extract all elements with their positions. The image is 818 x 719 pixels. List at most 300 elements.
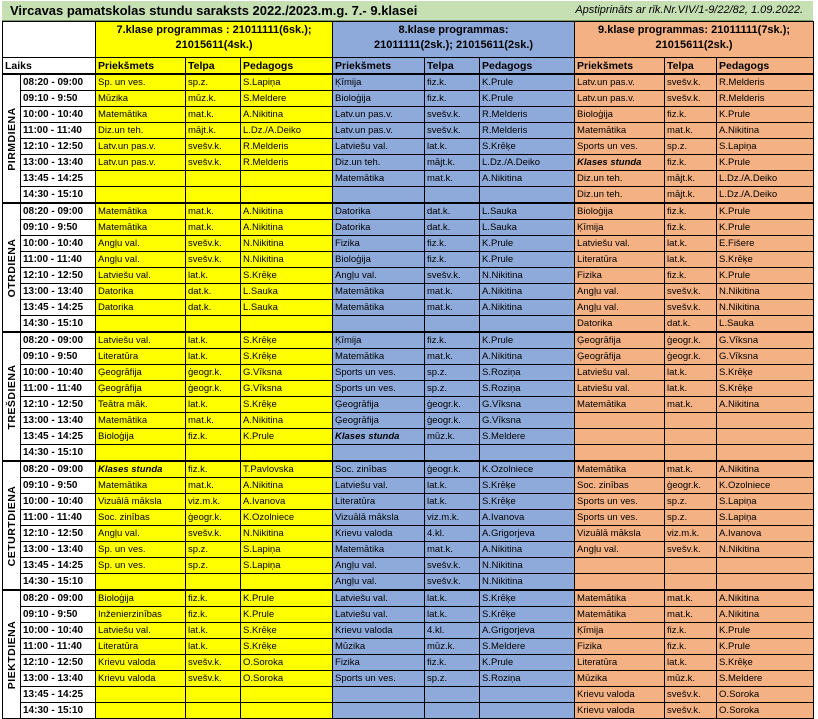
teacher-cell-7: R.Melderis	[241, 155, 333, 171]
col-header-teacher-9: Pedagogs	[717, 58, 814, 75]
teacher-cell-9	[717, 413, 814, 429]
teacher-cell-9: S.Krēķe	[717, 365, 814, 381]
teacher-cell-7: O.Soroka	[241, 671, 333, 687]
subject-cell-9: Literatūra	[575, 655, 665, 671]
table-row	[3, 252, 814, 268]
col-header-subject-7: Priekšmets	[96, 58, 186, 75]
table-row	[3, 429, 814, 445]
teacher-cell-7: T.Pavlovska	[241, 461, 333, 478]
subject-cell-7	[96, 687, 186, 703]
subject-cell-7: Latv.un pas.v.	[96, 139, 186, 155]
teacher-cell-8: S.Krēķe	[480, 607, 575, 623]
table-row	[3, 478, 814, 494]
table-row	[3, 526, 814, 542]
room-cell-7: lat.k.	[186, 268, 241, 284]
subject-cell-7	[96, 574, 186, 591]
time-cell: 08:20 - 09:00	[21, 590, 96, 607]
room-cell-7: dat.k.	[186, 300, 241, 316]
teacher-cell-8	[480, 445, 575, 462]
teacher-cell-8: K.Prule	[480, 91, 575, 107]
time-cell: 13:45 - 14:25	[21, 558, 96, 574]
table-row	[3, 381, 814, 397]
day-label-cell	[3, 461, 21, 590]
subject-cell-9: Latviešu val.	[575, 365, 665, 381]
table-row	[3, 607, 814, 623]
teacher-cell-7	[241, 445, 333, 462]
subject-cell-8: Krievu valoda	[333, 526, 425, 542]
room-cell-7: mājt.k.	[186, 123, 241, 139]
subject-cell-8: Krievu valoda	[333, 623, 425, 639]
teacher-cell-8: S.Meldere	[480, 429, 575, 445]
time-cell: 14:30 - 15:10	[21, 703, 96, 719]
teacher-cell-9	[717, 445, 814, 462]
subject-cell-9: Sports un ves.	[575, 494, 665, 510]
teacher-cell-8: K.Prule	[480, 236, 575, 252]
subject-cell-9: Krievu valoda	[575, 687, 665, 703]
subject-cell-7	[96, 703, 186, 719]
table-row	[3, 574, 814, 591]
teacher-cell-7: S.Meldere	[241, 91, 333, 107]
teacher-cell-9: A.Nikitina	[717, 607, 814, 623]
subject-cell-8: Matemātika	[333, 284, 425, 300]
time-cell: 13:45 - 14:25	[21, 300, 96, 316]
subject-cell-9	[575, 445, 665, 462]
room-cell-7: fiz.k.	[186, 461, 241, 478]
room-cell-8: mat.k.	[425, 171, 480, 187]
teacher-cell-7: A.Nikitina	[241, 478, 333, 494]
teacher-cell-9: K.Prule	[717, 623, 814, 639]
time-cell: 12:10 - 12:50	[21, 526, 96, 542]
subject-cell-7	[96, 445, 186, 462]
day-label: OTRDIENA	[5, 238, 18, 297]
room-cell-8: sp.z.	[425, 381, 480, 397]
subject-cell-8: Matemātika	[333, 349, 425, 365]
subject-cell-9: Latv.un pas.v.	[575, 91, 665, 107]
teacher-cell-9: K.Prule	[717, 107, 814, 123]
subject-cell-9: Ģeogrāfija	[575, 349, 665, 365]
room-cell-8: sp.z.	[425, 671, 480, 687]
room-cell-9: mājt.k.	[665, 171, 717, 187]
room-cell-9	[665, 429, 717, 445]
col-header-room-8: Telpa	[425, 58, 480, 75]
teacher-cell-9: E.Fišere	[717, 236, 814, 252]
time-cell: 14:30 - 15:10	[21, 445, 96, 462]
room-cell-9: fiz.k.	[665, 203, 717, 220]
subject-cell-9: Matemātika	[575, 590, 665, 607]
time-cell: 14:30 - 15:10	[21, 187, 96, 204]
table-row	[3, 220, 814, 236]
subject-cell-8: Vizuālā māksla	[333, 510, 425, 526]
time-cell: 13:00 - 13:40	[21, 155, 96, 171]
room-cell-9: mat.k.	[665, 461, 717, 478]
class8-programs: 8.klase programmas:	[398, 24, 509, 36]
teacher-cell-8: N.Nikitina	[480, 558, 575, 574]
teacher-cell-7: S.Krēķe	[241, 397, 333, 413]
subject-cell-8: Diz.un teh.	[333, 155, 425, 171]
table-row	[3, 332, 814, 349]
table-row	[3, 558, 814, 574]
teacher-cell-9: K.Prule	[717, 220, 814, 236]
teacher-cell-9: O.Soroka	[717, 687, 814, 703]
subject-cell-7: Literatūra	[96, 639, 186, 655]
teacher-cell-9: A.Nikitina	[717, 397, 814, 413]
room-cell-7	[186, 687, 241, 703]
subject-cell-8	[333, 445, 425, 462]
teacher-cell-8: S.Roziņa	[480, 671, 575, 687]
room-cell-9: lat.k.	[665, 655, 717, 671]
subject-cell-9: Ķīmija	[575, 623, 665, 639]
room-cell-7: mūz.k.	[186, 91, 241, 107]
time-cell: 13:00 - 13:40	[21, 284, 96, 300]
subject-cell-7: Angļu val.	[96, 252, 186, 268]
room-cell-7: mat.k.	[186, 203, 241, 220]
table-row	[3, 123, 814, 139]
teacher-cell-8: K.Prule	[480, 332, 575, 349]
room-cell-8	[425, 703, 480, 719]
room-cell-8: svešv.k.	[425, 268, 480, 284]
time-cell: 12:10 - 12:50	[21, 397, 96, 413]
room-cell-8: mūz.k.	[425, 429, 480, 445]
teacher-cell-8: N.Nikitina	[480, 268, 575, 284]
subject-cell-7: Matemātika	[96, 413, 186, 429]
teacher-cell-9: S.Krēķe	[717, 655, 814, 671]
room-cell-7: lat.k.	[186, 397, 241, 413]
day-label-cell	[3, 74, 21, 203]
teacher-cell-7: K.Prule	[241, 607, 333, 623]
subject-cell-9: Angļu val.	[575, 300, 665, 316]
room-cell-7: ģeogr.k.	[186, 381, 241, 397]
subject-cell-8: Soc. zinības	[333, 461, 425, 478]
teacher-cell-7: O.Soroka	[241, 655, 333, 671]
time-cell: 09:10 - 9:50	[21, 478, 96, 494]
table-row	[3, 316, 814, 333]
teacher-cell-8: S.Roziņa	[480, 365, 575, 381]
time-cell: 10:00 - 10:40	[21, 494, 96, 510]
table-row	[3, 413, 814, 429]
subject-cell-9: Mūzika	[575, 671, 665, 687]
teacher-cell-9: K.Ozolniece	[717, 478, 814, 494]
teacher-cell-7: S.Lapiņa	[241, 542, 333, 558]
table-row	[3, 74, 814, 91]
teacher-cell-9: L.Dz./A.Deiko	[717, 171, 814, 187]
subject-cell-9: Diz.un teh.	[575, 187, 665, 204]
room-cell-7: viz.m.k.	[186, 494, 241, 510]
subject-cell-7: Krievu valoda	[96, 655, 186, 671]
subject-cell-8: Fizika	[333, 236, 425, 252]
subject-cell-7: Latviešu val.	[96, 332, 186, 349]
time-cell: 14:30 - 15:10	[21, 316, 96, 333]
room-cell-8: svešv.k.	[425, 558, 480, 574]
room-cell-8: lat.k.	[425, 494, 480, 510]
table-row	[3, 461, 814, 478]
teacher-cell-8: A.Nikitina	[480, 349, 575, 365]
subject-cell-8: Ķīmija	[333, 74, 425, 91]
teacher-cell-9: A.Nikitina	[717, 461, 814, 478]
subject-cell-8: Matemātika	[333, 171, 425, 187]
subject-cell-9: Ģeogrāfija	[575, 332, 665, 349]
room-cell-7: ģeogr.k.	[186, 510, 241, 526]
table-row	[3, 139, 814, 155]
col-header-teacher-8: Pedagogs	[480, 58, 575, 75]
teacher-cell-9: N.Nikitina	[717, 300, 814, 316]
room-cell-8: fiz.k.	[425, 655, 480, 671]
subject-cell-9: Klases stunda	[575, 155, 665, 171]
room-cell-8: svešv.k.	[425, 574, 480, 591]
subject-cell-8: Ķīmija	[333, 332, 425, 349]
room-cell-7: sp.z.	[186, 542, 241, 558]
teacher-cell-7	[241, 171, 333, 187]
teacher-cell-9: A.Ivanova	[717, 526, 814, 542]
subject-cell-8: Fizika	[333, 655, 425, 671]
class7-programs: 7.klase programmas : 21011111(6sk.);	[116, 24, 312, 36]
room-cell-8: mat.k.	[425, 349, 480, 365]
subject-cell-7: Matemātika	[96, 107, 186, 123]
time-cell: 13:00 - 13:40	[21, 413, 96, 429]
day-label-cell	[3, 332, 21, 461]
subject-cell-7: Krievu valoda	[96, 671, 186, 687]
room-cell-8: lat.k.	[425, 478, 480, 494]
room-cell-7: svešv.k.	[186, 252, 241, 268]
room-cell-8: lat.k.	[425, 590, 480, 607]
subject-cell-9: Fizika	[575, 639, 665, 655]
teacher-cell-7: L.Sauka	[241, 284, 333, 300]
time-cell: 10:00 - 10:40	[21, 623, 96, 639]
subject-cell-7: Sp. un ves.	[96, 542, 186, 558]
room-cell-8: 4.kl.	[425, 623, 480, 639]
table-row	[3, 91, 814, 107]
class7-header	[96, 22, 333, 58]
room-cell-9: sp.z.	[665, 494, 717, 510]
room-cell-8: fiz.k.	[425, 74, 480, 91]
room-cell-9: svešv.k.	[665, 703, 717, 719]
time-cell: 12:10 - 12:50	[21, 268, 96, 284]
teacher-cell-9: L.Sauka	[717, 316, 814, 333]
time-cell: 10:00 - 10:40	[21, 107, 96, 123]
day-label: PIEKTDIENA	[5, 620, 18, 689]
teacher-cell-7	[241, 316, 333, 333]
col-header-time: Laiks	[3, 58, 96, 75]
col-header-teacher-7: Pedagogs	[241, 58, 333, 75]
teacher-cell-7: A.Nikitina	[241, 220, 333, 236]
teacher-cell-7	[241, 187, 333, 204]
room-cell-7	[186, 171, 241, 187]
subject-cell-8: Sports un ves.	[333, 671, 425, 687]
room-cell-9: fiz.k.	[665, 220, 717, 236]
room-cell-7: svešv.k.	[186, 155, 241, 171]
teacher-cell-7: A.Ivanova	[241, 494, 333, 510]
subject-cell-9: Latviešu val.	[575, 381, 665, 397]
table-row	[3, 107, 814, 123]
subject-cell-9: Diz.un teh.	[575, 171, 665, 187]
subject-cell-8: Latv.un pas.v.	[333, 123, 425, 139]
subject-cell-7: Angļu val.	[96, 526, 186, 542]
room-cell-8	[425, 687, 480, 703]
room-cell-7: mat.k.	[186, 478, 241, 494]
subject-cell-7: Sp. un ves.	[96, 74, 186, 91]
room-cell-8: fiz.k.	[425, 252, 480, 268]
teacher-cell-8: K.Prule	[480, 252, 575, 268]
teacher-cell-8: K.Prule	[480, 74, 575, 91]
room-cell-9: mat.k.	[665, 590, 717, 607]
room-cell-9: fiz.k.	[665, 268, 717, 284]
teacher-cell-8: A.Nikitina	[480, 300, 575, 316]
subject-cell-9: Sports un ves.	[575, 510, 665, 526]
subject-cell-7: Bioloģija	[96, 429, 186, 445]
subject-cell-8: Bioloģija	[333, 252, 425, 268]
room-cell-7	[186, 445, 241, 462]
col-header-room-9: Telpa	[665, 58, 717, 75]
table-row	[3, 703, 814, 719]
teacher-cell-9: S.Meldere	[717, 671, 814, 687]
subject-cell-8: Angļu val.	[333, 558, 425, 574]
time-cell: 08:20 - 09:00	[21, 203, 96, 220]
time-cell: 10:00 - 10:40	[21, 365, 96, 381]
table-row	[3, 671, 814, 687]
teacher-cell-7: S.Krēķe	[241, 639, 333, 655]
room-cell-9: mūz.k.	[665, 671, 717, 687]
room-cell-9: svešv.k.	[665, 542, 717, 558]
class9-header	[575, 22, 814, 58]
subject-cell-7: Matemātika	[96, 478, 186, 494]
subject-cell-8: Sports un ves.	[333, 365, 425, 381]
table-row	[3, 155, 814, 171]
room-cell-8: lat.k.	[425, 607, 480, 623]
room-cell-7	[186, 703, 241, 719]
subject-cell-9: Latviešu val.	[575, 236, 665, 252]
teacher-cell-7: G.Vīksna	[241, 381, 333, 397]
room-cell-9: fiz.k.	[665, 155, 717, 171]
table-row	[3, 639, 814, 655]
room-cell-9	[665, 558, 717, 574]
teacher-cell-7: S.Lapiņa	[241, 74, 333, 91]
table-row	[3, 445, 814, 462]
room-cell-7: mat.k.	[186, 413, 241, 429]
room-cell-7: sp.z.	[186, 558, 241, 574]
teacher-cell-7: K.Ozolniece	[241, 510, 333, 526]
room-cell-7: dat.k.	[186, 284, 241, 300]
room-cell-8: svešv.k.	[425, 123, 480, 139]
teacher-cell-8: A.Ivanova	[480, 510, 575, 526]
teacher-cell-7: S.Krēķe	[241, 349, 333, 365]
subject-cell-9	[575, 574, 665, 591]
teacher-cell-9: S.Krēķe	[717, 381, 814, 397]
teacher-cell-8: G.Vīksna	[480, 413, 575, 429]
teacher-cell-7: A.Nikitina	[241, 107, 333, 123]
teacher-cell-8: K.Prule	[480, 655, 575, 671]
room-cell-9: mat.k.	[665, 397, 717, 413]
table-row	[3, 655, 814, 671]
subject-cell-8: Sports un ves.	[333, 381, 425, 397]
teacher-cell-8: R.Melderis	[480, 107, 575, 123]
header-blank-cell	[3, 22, 96, 58]
subject-cell-8: Datorika	[333, 203, 425, 220]
room-cell-9: svešv.k.	[665, 687, 717, 703]
subject-cell-7: Latviešu val.	[96, 268, 186, 284]
room-cell-7: sp.z.	[186, 74, 241, 91]
teacher-cell-7: K.Prule	[241, 429, 333, 445]
time-cell: 08:20 - 09:00	[21, 332, 96, 349]
table-row	[3, 300, 814, 316]
subject-cell-7: Soc. zinības	[96, 510, 186, 526]
subject-cell-8: Matemātika	[333, 542, 425, 558]
subject-cell-7: Diz.un teh.	[96, 123, 186, 139]
time-cell: 09:10 - 9:50	[21, 349, 96, 365]
time-cell: 11:00 - 11:40	[21, 252, 96, 268]
room-cell-8: dat.k.	[425, 203, 480, 220]
table-row	[3, 365, 814, 381]
subject-cell-9: Fizika	[575, 268, 665, 284]
room-cell-9: svešv.k.	[665, 74, 717, 91]
teacher-cell-9: K.Prule	[717, 155, 814, 171]
teacher-cell-8: L.Sauka	[480, 203, 575, 220]
subject-cell-9: Matemātika	[575, 123, 665, 139]
day-label: CETURTDIENA	[5, 485, 18, 566]
subject-cell-7: Matemātika	[96, 220, 186, 236]
room-cell-8: 4.kl.	[425, 526, 480, 542]
room-cell-9: viz.m.k.	[665, 526, 717, 542]
day-label-cell	[3, 590, 21, 719]
table-row	[3, 542, 814, 558]
class7-programs-cont: 21015611(4sk.)	[175, 39, 253, 51]
subject-cell-9: Latv.un pas.v.	[575, 74, 665, 91]
teacher-cell-8: A.Nikitina	[480, 542, 575, 558]
subject-cell-8: Klases stunda	[333, 429, 425, 445]
subject-cell-9: Bioloģija	[575, 107, 665, 123]
teacher-cell-8: A.Grigorjeva	[480, 623, 575, 639]
teacher-cell-8: S.Krēķe	[480, 139, 575, 155]
subject-cell-7: Klases stunda	[96, 461, 186, 478]
teacher-cell-7: G.Vīksna	[241, 365, 333, 381]
room-cell-7	[186, 187, 241, 204]
teacher-cell-9	[717, 558, 814, 574]
teacher-cell-7: S.Krēķe	[241, 268, 333, 284]
room-cell-9: svešv.k.	[665, 300, 717, 316]
subject-cell-7: Latv.un pas.v.	[96, 155, 186, 171]
subject-cell-9: Matemātika	[575, 607, 665, 623]
subject-cell-9: Angļu val.	[575, 284, 665, 300]
subject-cell-8: Latviešu val.	[333, 590, 425, 607]
time-cell: 10:00 - 10:40	[21, 236, 96, 252]
teacher-cell-7: L.Dz./A.Deiko	[241, 123, 333, 139]
teacher-cell-8: A.Grigorjeva	[480, 526, 575, 542]
room-cell-9: svešv.k.	[665, 284, 717, 300]
teacher-cell-8	[480, 316, 575, 333]
room-cell-9	[665, 413, 717, 429]
subject-cell-8: Latviešu val.	[333, 139, 425, 155]
subject-cell-8: Latv.un pas.v.	[333, 107, 425, 123]
room-cell-9: lat.k.	[665, 365, 717, 381]
teacher-cell-9: S.Lapiņa	[717, 494, 814, 510]
room-cell-8: sp.z.	[425, 365, 480, 381]
table-row	[3, 187, 814, 204]
room-cell-7	[186, 316, 241, 333]
subject-cell-9: Literatūra	[575, 252, 665, 268]
room-cell-7: fiz.k.	[186, 590, 241, 607]
teacher-cell-7: K.Prule	[241, 590, 333, 607]
teacher-cell-9: K.Prule	[717, 639, 814, 655]
room-cell-9: sp.z.	[665, 510, 717, 526]
page-title: Vircavas pamatskolas stundu saraksts 2022./2023.m.g. 7.- 9.klasei	[10, 3, 418, 18]
subject-cell-7: Ģeogrāfija	[96, 365, 186, 381]
teacher-cell-9	[717, 429, 814, 445]
time-cell: 12:10 - 12:50	[21, 655, 96, 671]
col-header-room-7: Telpa	[186, 58, 241, 75]
col-header-subject-8: Priekšmets	[333, 58, 425, 75]
teacher-cell-8: K.Ozolniece	[480, 461, 575, 478]
subject-cell-8: Datorika	[333, 220, 425, 236]
table-row	[3, 268, 814, 284]
column-header-row	[3, 58, 814, 75]
